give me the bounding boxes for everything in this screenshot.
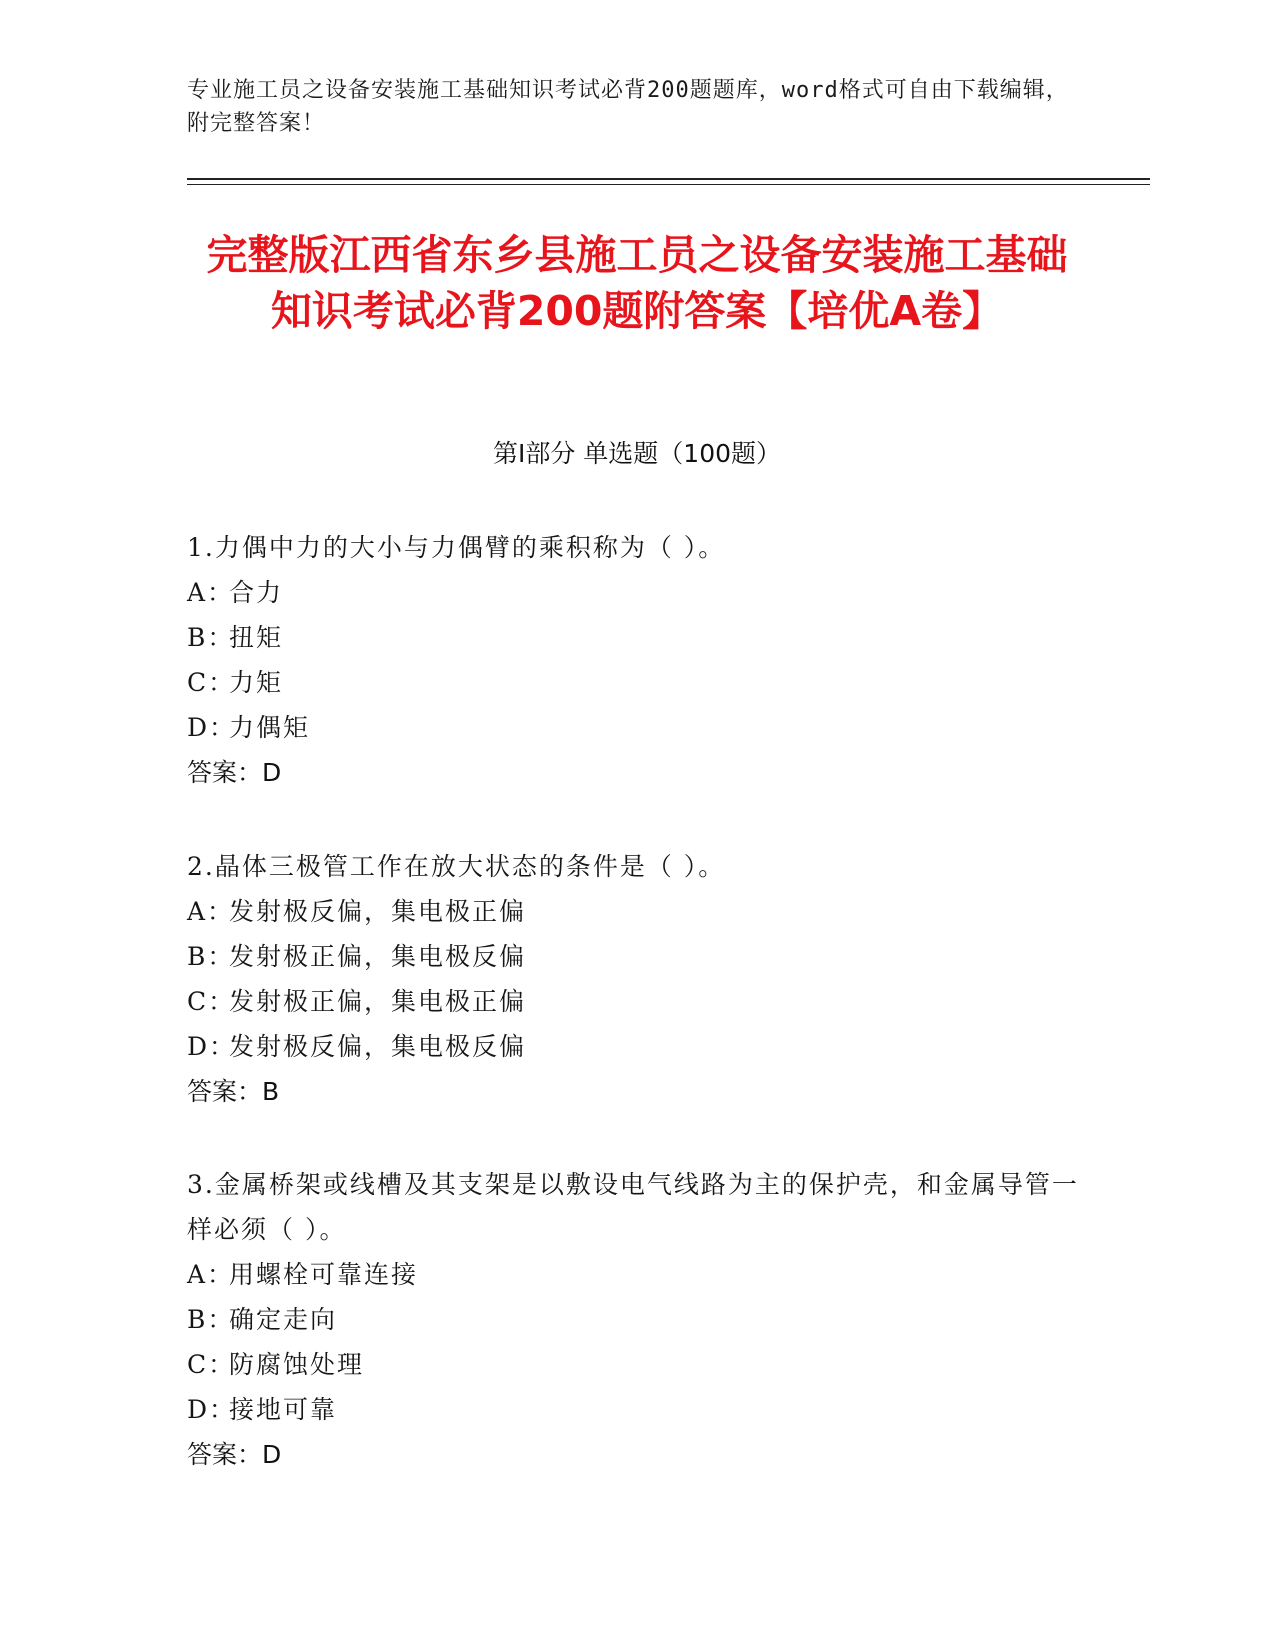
option-c bbox=[187, 1342, 1087, 1387]
option-b bbox=[187, 615, 1087, 660]
option-text: 接地可靠 bbox=[229, 1395, 338, 1424]
header-divider-thick bbox=[187, 178, 1150, 180]
option-d bbox=[187, 705, 1087, 750]
option-key: A： bbox=[187, 578, 235, 607]
option-text: 防腐蚀处理 bbox=[229, 1350, 365, 1379]
answer: 答案：B bbox=[187, 1077, 280, 1106]
option-key: C： bbox=[187, 668, 236, 697]
answer: 答案：D bbox=[187, 758, 282, 787]
option-text: 用螺栓可靠连接 bbox=[229, 1260, 419, 1289]
question-2 bbox=[187, 844, 1087, 1114]
question-stem: 2.晶体三极管工作在放大状态的条件是（ ）。 bbox=[187, 852, 726, 881]
option-text: 力矩 bbox=[229, 668, 284, 697]
option-key: D： bbox=[187, 713, 237, 742]
question-stem: 1.力偶中力的大小与力偶臂的乘积称为（ ）。 bbox=[187, 533, 726, 562]
option-d bbox=[187, 1024, 1087, 1069]
option-a bbox=[187, 1252, 1087, 1297]
question-3 bbox=[187, 1162, 1087, 1477]
option-text: 发射极反偏，集电极正偏 bbox=[229, 897, 527, 926]
option-key: B： bbox=[187, 942, 235, 971]
option-c bbox=[187, 660, 1087, 705]
option-key: A： bbox=[187, 1260, 235, 1289]
option-key: C： bbox=[187, 987, 236, 1016]
option-b bbox=[187, 934, 1087, 979]
option-text: 力偶矩 bbox=[229, 713, 311, 742]
header-divider-thin bbox=[187, 184, 1150, 185]
question-1 bbox=[187, 525, 1087, 795]
option-key: A： bbox=[187, 897, 235, 926]
option-key: D： bbox=[187, 1395, 237, 1424]
section-title: 第Ⅰ部分 单选题（100题） bbox=[492, 439, 782, 468]
header-note: 专业施工员之设备安装施工基础知识考试必背200题题库，word格式可自由下载编辑，附完整答案！ bbox=[187, 78, 1069, 136]
option-key: C： bbox=[187, 1350, 236, 1379]
answer: 答案：D bbox=[187, 1440, 282, 1469]
option-text: 扭矩 bbox=[229, 623, 284, 652]
question-stem: 3.金属桥架或线槽及其支架是以敷设电气线路为主的保护壳，和金属导管一样必须（ ）。 bbox=[187, 1170, 1079, 1244]
option-text: 发射极正偏，集电极正偏 bbox=[229, 987, 527, 1016]
option-b bbox=[187, 1297, 1087, 1342]
document-title: 完整版江西省东乡县施工员之设备安装施工基础知识考试必背200题附答案【培优A卷】 bbox=[206, 231, 1068, 335]
option-key: B： bbox=[187, 1305, 235, 1334]
option-text: 发射极反偏，集电极反偏 bbox=[229, 1032, 527, 1061]
option-text: 合力 bbox=[229, 578, 284, 607]
option-a bbox=[187, 889, 1087, 934]
option-text: 确定走向 bbox=[229, 1305, 338, 1334]
option-c bbox=[187, 979, 1087, 1024]
option-key: D： bbox=[187, 1032, 237, 1061]
option-a bbox=[187, 570, 1087, 615]
option-key: B： bbox=[187, 623, 235, 652]
option-text: 发射极正偏，集电极反偏 bbox=[229, 942, 527, 971]
option-d bbox=[187, 1387, 1087, 1432]
